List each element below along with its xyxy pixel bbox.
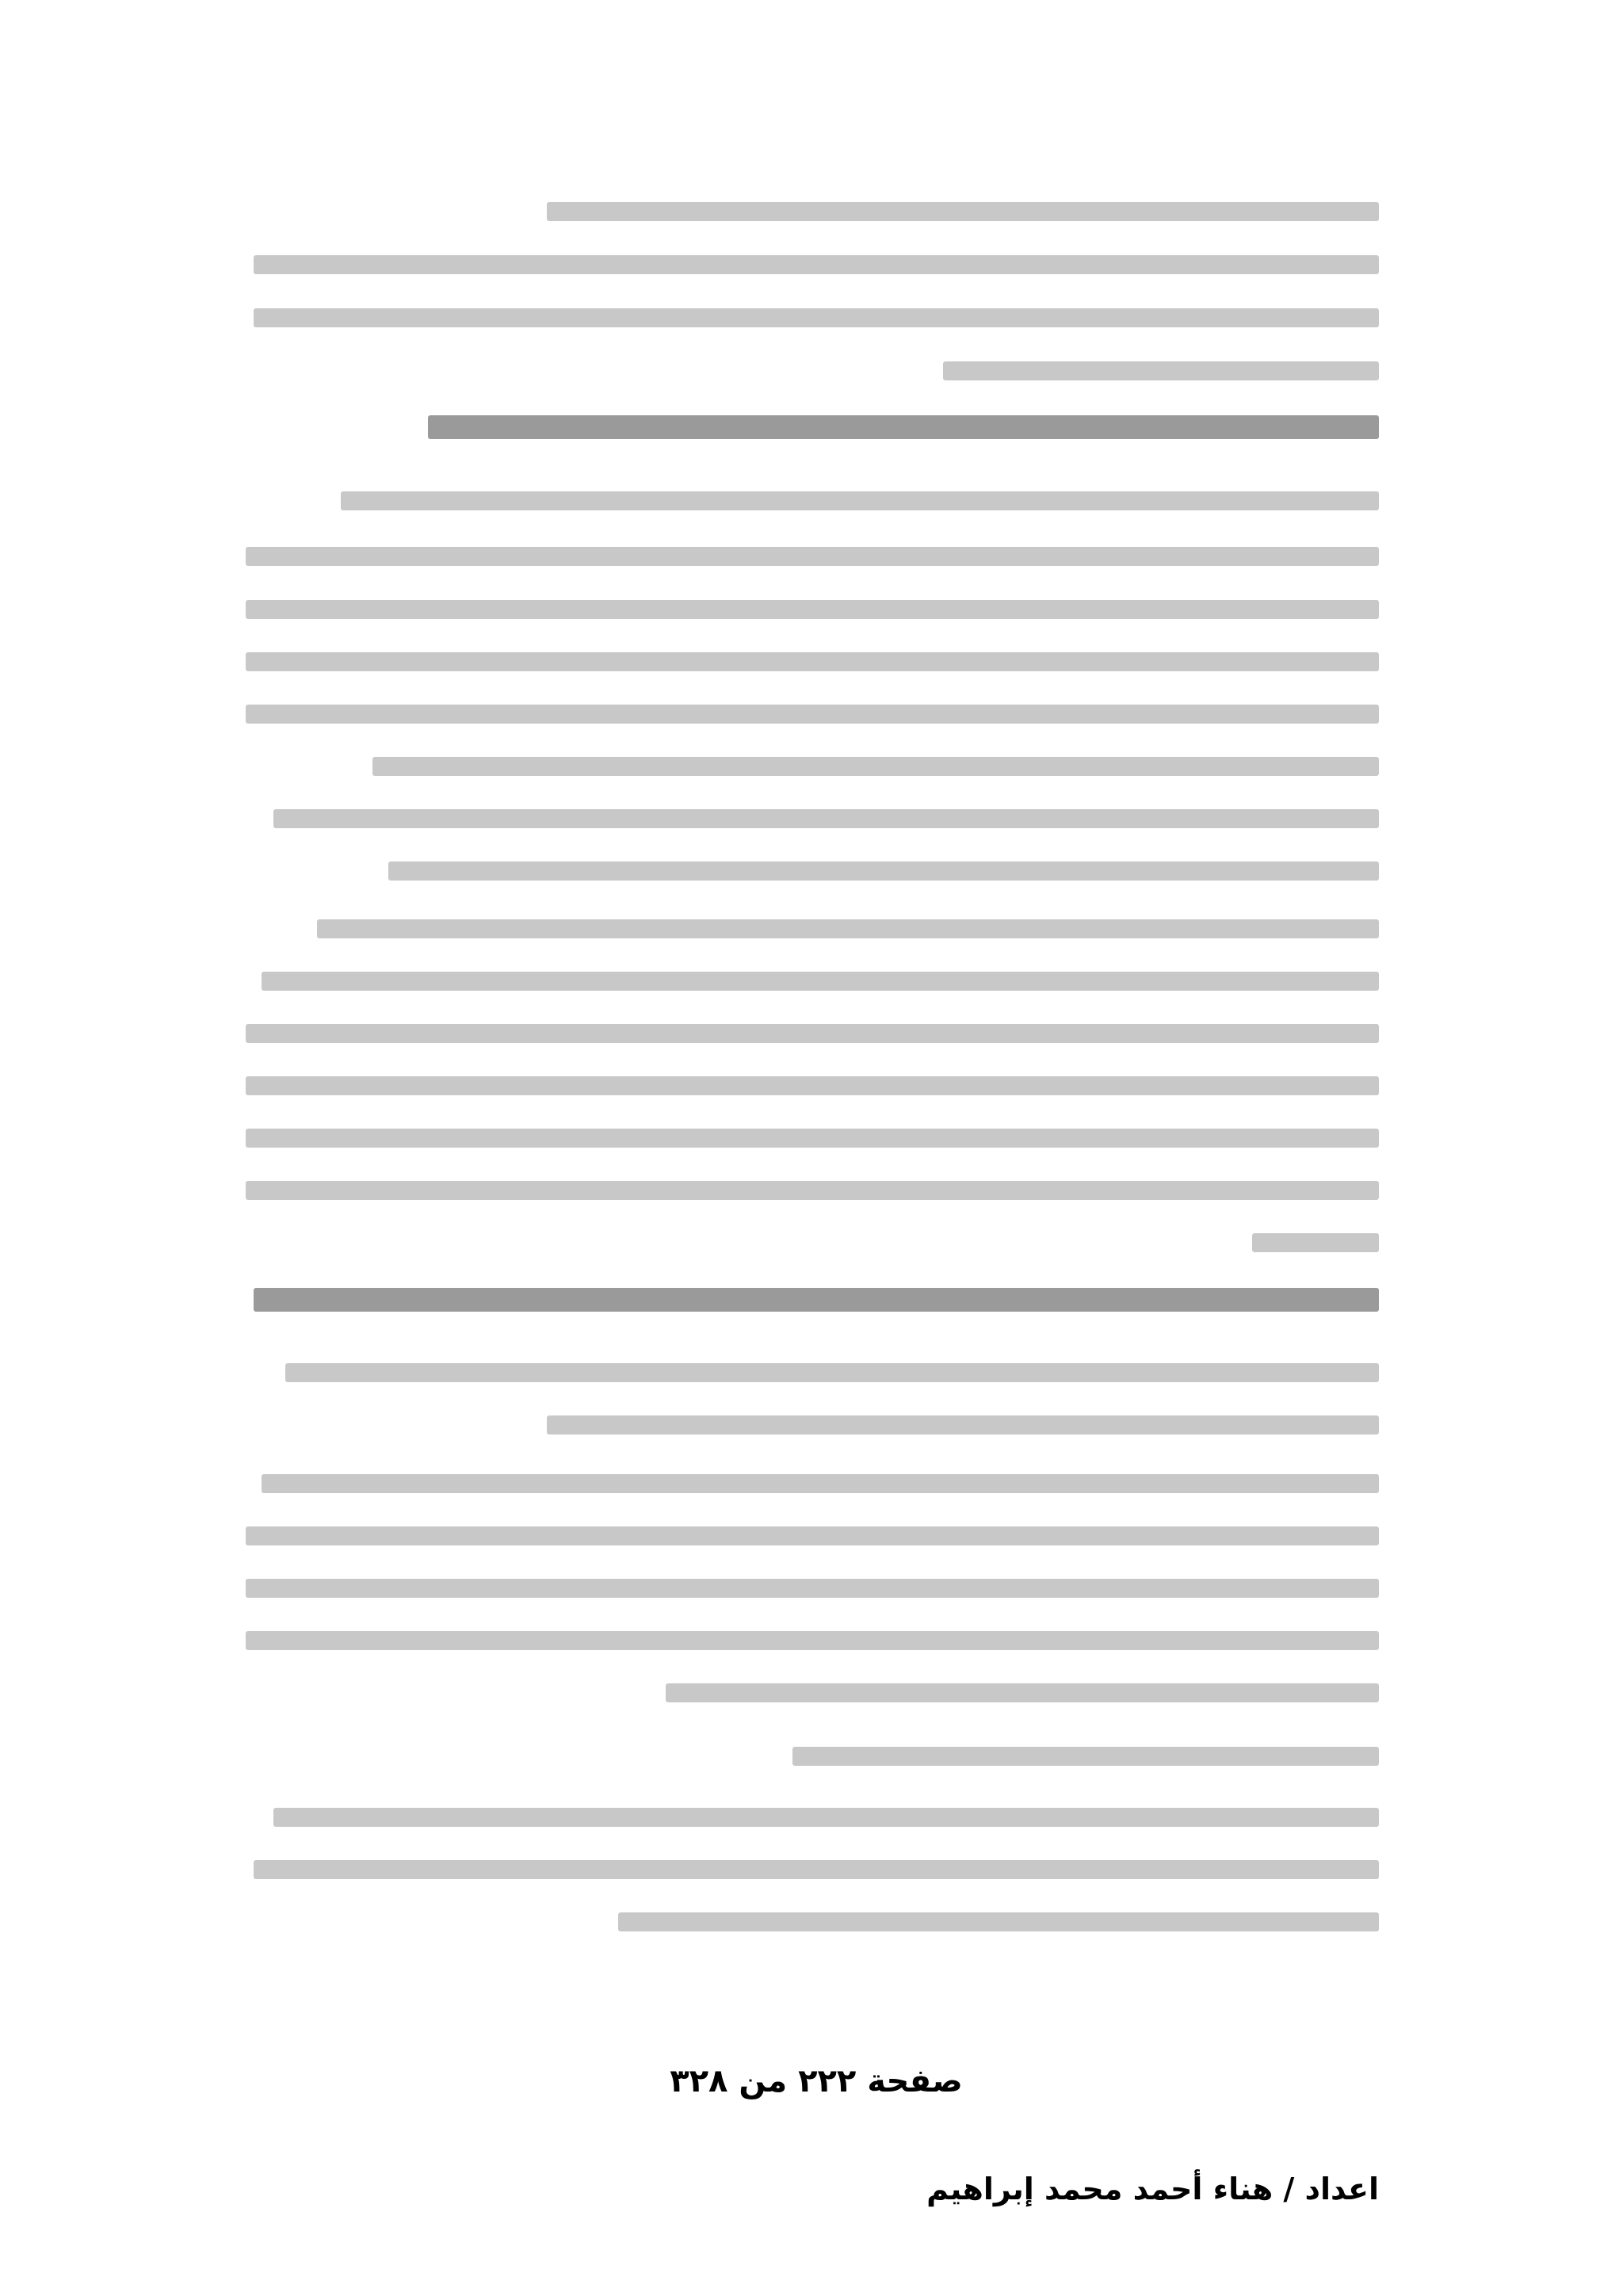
author-credit: اعداد / هناء أحمد محمد إبراهيم — [926, 2172, 1379, 2206]
text-line — [273, 1808, 1379, 1827]
text-line — [792, 1747, 1379, 1766]
text-line — [388, 861, 1379, 881]
page-number: صفحة ٢٢٢ من ٣٢٨ — [670, 2063, 963, 2099]
text-line — [618, 1912, 1379, 1931]
text-line — [273, 809, 1379, 828]
text-line — [246, 1181, 1379, 1200]
text-line — [254, 308, 1379, 327]
text-line — [547, 1415, 1379, 1435]
text-line — [246, 652, 1379, 671]
text-line — [372, 757, 1379, 776]
text-line — [262, 1474, 1379, 1493]
text-line — [547, 202, 1379, 221]
text-line — [246, 1579, 1379, 1598]
section-heading — [428, 415, 1379, 439]
text-line — [317, 919, 1379, 938]
text-line — [246, 1631, 1379, 1650]
text-line — [262, 972, 1379, 991]
text-line — [246, 600, 1379, 619]
text-line — [246, 1129, 1379, 1148]
text-line — [246, 1024, 1379, 1043]
text-line — [246, 1076, 1379, 1095]
text-line — [246, 1526, 1379, 1545]
text-line — [285, 1363, 1379, 1382]
text-line — [246, 547, 1379, 566]
text-line — [254, 1860, 1379, 1879]
text-line — [254, 255, 1379, 274]
text-line — [1252, 1233, 1379, 1252]
text-line — [666, 1683, 1379, 1702]
section-heading — [254, 1288, 1379, 1312]
text-line — [943, 361, 1379, 380]
text-line — [246, 705, 1379, 724]
text-line — [341, 491, 1379, 510]
